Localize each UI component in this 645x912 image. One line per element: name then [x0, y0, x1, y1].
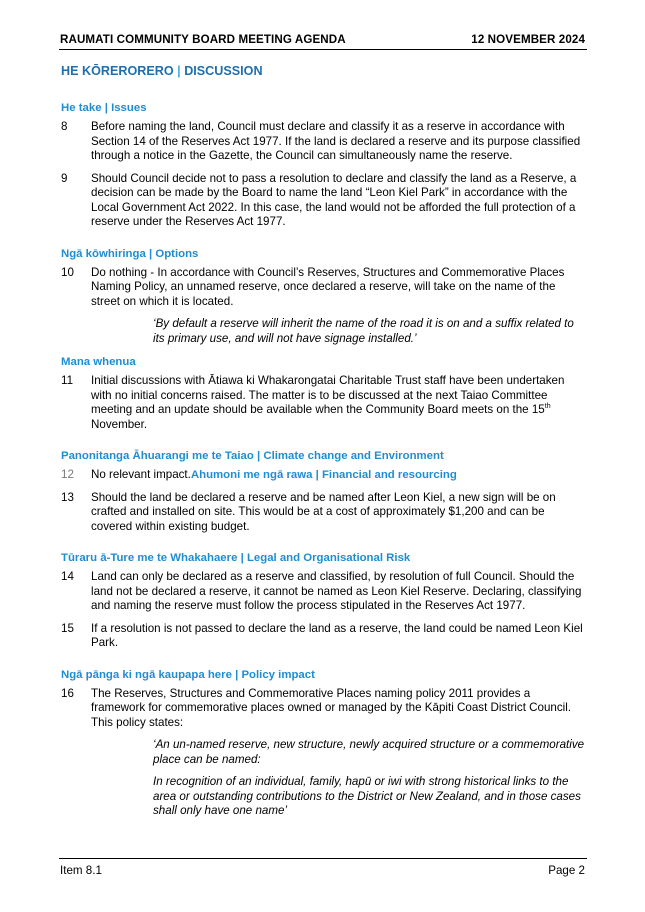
paragraph-number: 8 [61, 120, 68, 133]
header-divider [59, 49, 587, 50]
paragraph-number: 10 [61, 265, 74, 279]
section-title-english: DISCUSSION [184, 64, 263, 78]
paragraph-text: Do nothing - In accordance with Council’s Reserves, Structures and Commemorative Places Naming Policy, an unnamed reserve, once declared a reserve, will take on the name of the street on which it is located. [91, 265, 565, 308]
paragraph-9 [61, 172, 585, 230]
paragraph-12 [61, 468, 585, 483]
paragraph-10 [61, 266, 585, 310]
paragraph-15 [61, 622, 585, 651]
climate-heading-english: Climate change and Environment [263, 450, 444, 462]
paragraph-number: 14 [61, 570, 74, 583]
financial-heading-maori: Ahumoni me ngā rawa [190, 469, 313, 481]
paragraph-text: Land can only be declared as a reserve and classified, by resolution of full Council. Should the land not be declared a reserve, it cannot be named as Leon Kiel Reserve. Declaring, classifying and naming the reserve must follow the process stipulated in the Reserves Act 1977. [91, 570, 582, 612]
policy-heading-english: Policy impact [241, 668, 315, 681]
footer-page-number: Page 2 [548, 864, 585, 877]
paragraph-text: If a resolution is not passed to declare the land as a reserve, the land could be named Leon Kiel Park. [91, 621, 583, 649]
header-title: RAUMATI COMMUNITY BOARD MEETING AGENDA [60, 33, 346, 46]
section-title-separator: | [177, 64, 181, 78]
policy-heading-separator: | [235, 668, 239, 681]
paragraph-number: 16 [61, 686, 74, 700]
paragraph-text-part: November. [91, 417, 148, 431]
policy-quote-2: In recognition of an individual, family, hapū or iwi with strong historical links to the area or outstanding contributions to the District or New Zealand, and in those cases shall only have one name’ [153, 775, 581, 817]
paragraph-11 [61, 374, 585, 432]
paragraph-13 [61, 491, 585, 535]
mana-whenua-heading: Mana whenua [61, 356, 136, 368]
policy-heading-maori: Ngā pānga ki ngā kaupapa here [61, 668, 232, 681]
section-title-maori: HE KŌRERORERO [61, 64, 174, 78]
policy-heading [61, 669, 585, 681]
climate-heading-separator: | [257, 450, 261, 462]
paragraph-16 [61, 687, 585, 731]
paragraph-14 [61, 570, 585, 614]
financial-heading [191, 469, 457, 481]
paragraph-number: 12 [61, 468, 74, 481]
paragraph-number: 15 [61, 621, 74, 635]
options-heading [61, 248, 585, 260]
policy-quote-1: ‘An un-named reserve, new structure, newly acquired structure or a commemorative place can be named: [153, 738, 585, 766]
paragraph-text: Should the land be declared a reserve and be named after Leon Kiel, a new sign will be on crafted and installed on site. This would be at a cost of approximately $1,200 and can be covered within existing budget. [91, 490, 556, 533]
header-date: 12 NOVEMBER 2024 [471, 33, 585, 46]
paragraph-text: The Reserves, Structures and Commemorative Places naming policy 2011 provides a framework for commemorative places owned or managed by the Kāpiti Coast District Council. This policy states: [91, 686, 572, 729]
options-heading-english: Options [155, 247, 199, 260]
options-heading-maori: Ngā kōwhiringa [61, 247, 146, 260]
paragraph-text [91, 374, 564, 431]
issues-heading-separator: | [104, 102, 108, 114]
section-title [61, 64, 585, 78]
financial-heading-english: Financial and resourcing [321, 469, 457, 481]
paragraph-text: Should Council decide not to pass a resolution to declare and classify the land as a Reserve, a decision can be made by the Board to name the land “Leon Kiel Park” in accordance with the Local Government Act 2022. In this case, the land would not be afforded the full protection of a reserve under the Reserves Act 1977. [91, 171, 577, 228]
page-header [60, 33, 585, 47]
paragraph-number: 9 [61, 171, 68, 185]
legal-heading [61, 552, 585, 564]
paragraph-number: 13 [61, 490, 74, 504]
paragraph-text: No relevant impact. [91, 468, 191, 481]
paragraph-8 [61, 120, 585, 164]
footer-divider [59, 858, 587, 859]
climate-heading [61, 450, 585, 462]
issues-heading-maori: He take [61, 102, 102, 114]
options-quote: ‘By default a reserve will inherit the name of the road it is on and a suffix related to its primary use, and will not have signage installed.’ [153, 317, 574, 345]
issues-heading-english: Issues [111, 102, 147, 114]
ordinal-suffix: th [544, 403, 551, 411]
paragraph-number: 11 [61, 374, 74, 387]
document-body [61, 64, 585, 827]
financial-heading-separator: | [315, 469, 319, 481]
legal-heading-separator: | [240, 552, 244, 564]
issues-heading [61, 102, 585, 114]
legal-heading-english: Legal and Organisational Risk [246, 552, 411, 564]
options-heading-separator: | [148, 247, 153, 260]
legal-heading-maori: Tūraru ā-Ture me te Whakahaere [61, 552, 238, 564]
paragraph-text: Before naming the land, Council must declare and classify it as a reserve in accordance with Section 14 of the Reserves Act 1977. If the land is declared a reserve and its purpose classified through a notice in the Gazette, the Council can simultaneously name the reserve. [91, 120, 581, 162]
climate-heading-maori: Panonitanga Āhuarangi me te Taiao [61, 450, 254, 462]
footer-item: Item 8.1 [60, 864, 102, 877]
paragraph-text-part: Initial discussions with Ātiawa ki Whakarongatai Charitable Trust staff have been undertaken with no initial concerns raised. The matter is to be discussed at the next Taiao Committee meeting and an update should be available when the Community Board meets on the 15 [91, 374, 565, 416]
